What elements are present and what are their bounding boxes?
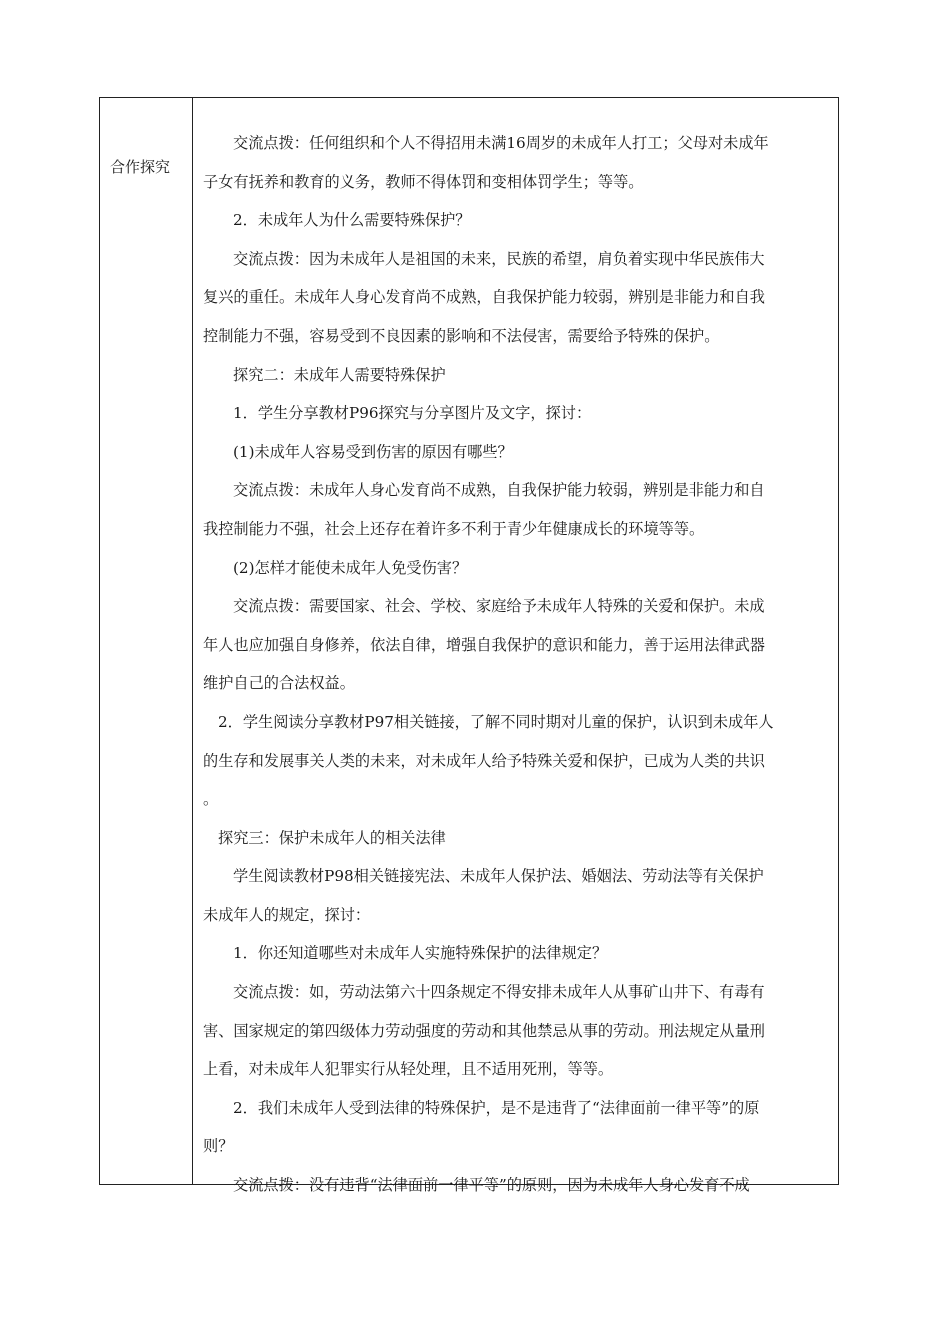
- text-line: 复兴的重任。未成年人身心发育尚不成熟，自我保护能力较弱，辨别是非能力和自我: [203, 288, 765, 307]
- text-line: 1．你还知道哪些对未成年人实施特殊保护的法律规定？: [233, 944, 608, 963]
- text-line: 维护自己的合法权益。: [203, 674, 355, 693]
- text-line: 探究三：保护未成年人的相关法律: [218, 828, 446, 847]
- text-line: 1．学生分享教材P96探究与分享图片及文字，探讨：: [233, 404, 592, 423]
- text-line: (2)怎样才能使未成年人免受伤害？: [233, 558, 468, 577]
- text-line: 则？: [203, 1137, 234, 1156]
- text-line: 害、国家规定的第四级体力劳动强度的劳动和其他禁忌从事的劳动。刑法规定从量刑: [203, 1021, 765, 1040]
- column-divider: [192, 97, 193, 1185]
- text-line: 上看，对未成年人犯罪实行从轻处理，且不适用死刑，等等。: [203, 1060, 614, 1079]
- text-line: 交流点拨：需要国家、社会、学校、家庭给予未成年人特殊的关爱和保护。未成: [233, 597, 765, 616]
- text-line: 探究二：未成年人需要特殊保护: [233, 365, 446, 384]
- text-line: 交流点拨：没有违背“法律面前一律平等”的原则，因为未成年人身心发育不成: [233, 1176, 750, 1195]
- text-line: 的生存和发展事关人类的未来，对未成年人给予特殊关爱和保护，已成为人类的共识: [203, 751, 765, 770]
- text-line: 2．学生阅读分享教材P97相关链接，了解不同时期对儿童的保护，认识到未成年人: [218, 712, 774, 731]
- text-line: 年人也应加强自身修养，依法自律，增强自我保护的意识和能力，善于运用法律武器: [203, 635, 765, 654]
- text-line: 交流点拨：任何组织和个人不得招用未满16周岁的未成年人打工；父母对未成年: [233, 134, 769, 152]
- text-line: 未成年人的规定，探讨：: [203, 905, 371, 924]
- text-line: 交流点拨：未成年人身心发育尚不成熟，自我保护能力较弱，辨别是非能力和自: [233, 481, 765, 500]
- text-line: 。: [203, 790, 219, 809]
- section-label: 合作探究: [110, 158, 171, 176]
- text-line: 学生阅读教材P98相关链接宪法、未成年人保护法、婚姻法、劳动法等有关保护: [233, 867, 764, 886]
- text-line: 2．我们未成年人受到法律的特殊保护，是不是违背了“法律面前一律平等”的原: [233, 1098, 760, 1117]
- text-line: 交流点拨：因为未成年人是祖国的未来，民族的希望，肩负着实现中华民族伟大: [233, 249, 765, 268]
- text-line: 交流点拨：如，劳动法第六十四条规定不得安排未成年人从事矿山井下、有毒有: [233, 983, 765, 1002]
- content-cell: [203, 124, 828, 1205]
- text-line: 子女有抚养和教育的义务，教师不得体罚和变相体罚学生；等等。: [203, 172, 644, 191]
- text-line: 控制能力不强，容易受到不良因素的影响和不法侵害，需要给予特殊的保护。: [203, 326, 720, 345]
- text-line: 2．未成年人为什么需要特殊保护？: [233, 211, 471, 230]
- text-line: (1)未成年人容易受到伤害的原因有哪些？: [233, 442, 513, 461]
- text-line: 我控制能力不强，社会上还存在着许多不利于青少年健康成长的环境等等。: [203, 519, 705, 538]
